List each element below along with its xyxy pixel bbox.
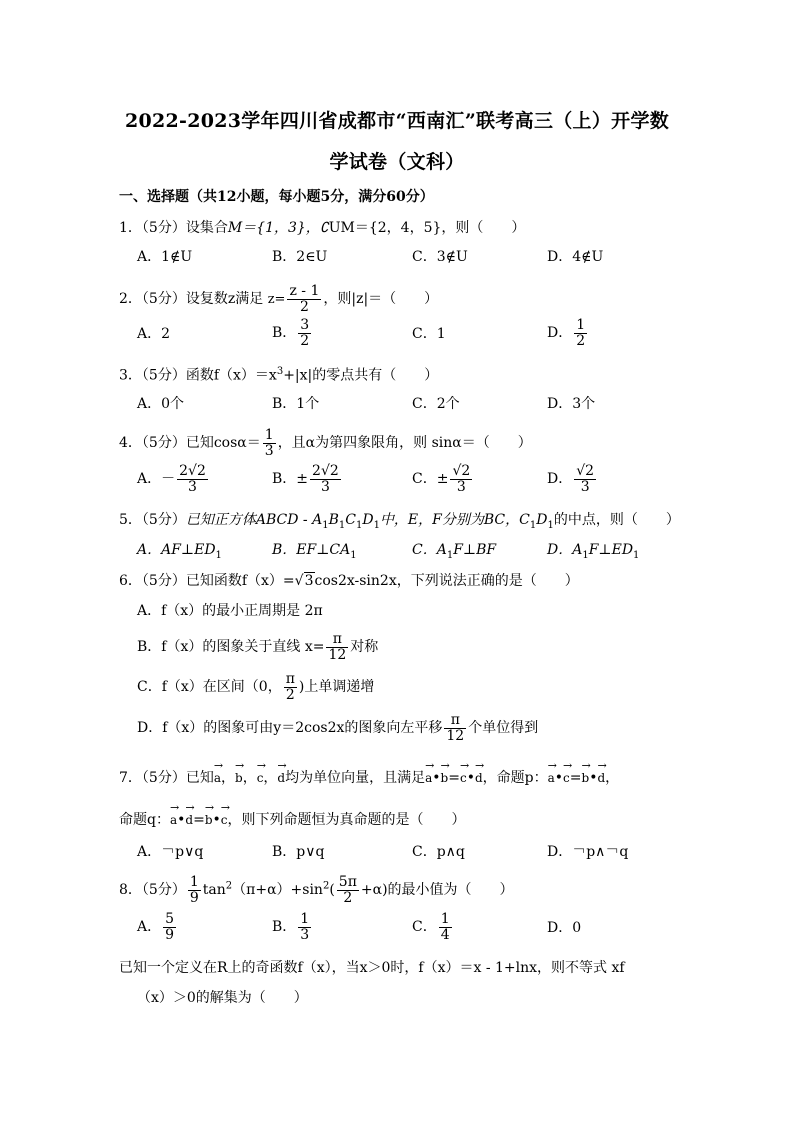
q5-option-c: C．$A_1F\perp BF$ [412, 542, 497, 561]
q2-option-c: C．1 [412, 326, 446, 342]
q6-option-c: C．f（x）在区间（0， $\frac{\pi}{2}$ )上单调递增 [137, 671, 375, 703]
q4-option-a: A．－ $\frac{2√2}{3}$ [137, 463, 206, 495]
q4-option-d: D． $\frac{√2}{3}$ [547, 463, 595, 495]
q3-option-a: A．0个 [137, 396, 185, 412]
q8-option-d: D．0 [547, 920, 582, 936]
q1-option-c: C．3∉U [412, 249, 468, 265]
q5-option-d: D．$A_1F\perp ED_1$ [547, 542, 640, 561]
section-heading: 一、选择题（共12小题，每小题5分，满分60分） [119, 189, 434, 205]
q7-option-a: A．￢p∨q [137, 844, 204, 860]
q4-option-b: B．± $\frac{2√2}{3}$ [272, 463, 339, 495]
q8-option-a: A． $\frac{5}{9}$ [137, 911, 175, 943]
q3-option-c: C．2个 [412, 396, 460, 412]
question-9-line2: （x）＞0的解集为（ ） [137, 990, 308, 1006]
question-7-line2: 命题q：→ a•→ d=→ b•→ c，则下列命题恒为真命题的是（ ） [119, 805, 466, 830]
question-6: 6．（5分）已知函数f（x）=√3cos2x-sin2x，下列说法正确的是（ ） [119, 573, 579, 589]
q2-option-d: D． $\frac{1}{2}$ [547, 317, 586, 349]
q4-option-c: C．± $\frac{√2}{3}$ [412, 463, 471, 495]
q5-option-b: B．$EF\perp CA_1$ [272, 542, 357, 561]
q3-option-b: B．1个 [272, 396, 320, 412]
question-8: 8．（5分） $\frac{1}{9}$ $\tan^2(\pi+\alpha)+\sin^2$( $\frac{5\pi}{2}$ +α)的最小值为（ ） [119, 874, 514, 906]
page-title-line2: 学试卷（文科） [329, 151, 465, 173]
q6-option-b: B．f（x）的图象关于直线 x= $\frac{\pi}{12}$ 对称 [137, 631, 379, 663]
q1-option-a: A．1∉U [137, 249, 193, 265]
q2-option-b: B． $\frac{3}{2}$ [272, 317, 310, 349]
question-3: 3．（5分）函数$f(x)=x^3+|x|$的零点共有（ ） [119, 366, 439, 384]
question-7: 7．（5分）已知→ a，→ b，→ c，→ d均为单位向量，且满足→ a•→ b=→ c•→ d，命题p：→ a•→ c=→ b•→ d， [119, 763, 619, 788]
page-title-line1: 2022-2023学年四川省成都市“西南汇”联考高三（上）开学数 [124, 110, 670, 132]
q3-option-d: D．3个 [547, 396, 596, 412]
question-2: 2．（5分）设复数z满足 z= $\frac{z - 1}{2}$ ，则|z|＝（ ） [119, 283, 439, 315]
q7-option-c: C．p∧q [412, 844, 465, 860]
question-9: 已知一个定义在R上的奇函数f（x），当x＞0时，f（x）＝x - 1+lnx，则不等式 xf [119, 960, 625, 976]
q1-option-b: B．2∈U [272, 249, 328, 265]
q6-option-a: A．f（x）的最小正周期是 2π [137, 603, 323, 619]
q8-option-b: B． $\frac{1}{3}$ [272, 911, 310, 943]
q7-option-b: B．p∨q [272, 844, 325, 860]
question-5: 5．（5分）已知正方体ABCD - $A_1B_1C_1D_1$中，E，F分别为BC，$C_1D_1$的中点，则（ ） [119, 512, 680, 531]
question-1: 1．（5分）设集合M＝{1，3}，∁UM＝{2，4，5}，则（ ） [119, 220, 526, 236]
q6-option-d: D．f（x）的图象可由y＝2cos2x的图象向左平移 $\frac{\pi}{12}$ 个单位得到 [137, 712, 539, 744]
q8-option-c: C． $\frac{1}{4}$ [412, 911, 450, 943]
question-4: 4．（5分）已知cosα＝ $\frac{1}{3}$ ，且α为第四象限角，则 sinα＝（ ） [119, 427, 532, 459]
q1-option-d: D．4∉U [547, 249, 604, 265]
q2-fraction: $\frac{z - 1}{2}$ [289, 283, 320, 315]
q5-option-a: A．$AF\perp ED_1$ [137, 542, 222, 561]
q2-option-a: A．2 [137, 326, 171, 342]
q7-option-d: D．￢p∧￢q [547, 844, 629, 860]
